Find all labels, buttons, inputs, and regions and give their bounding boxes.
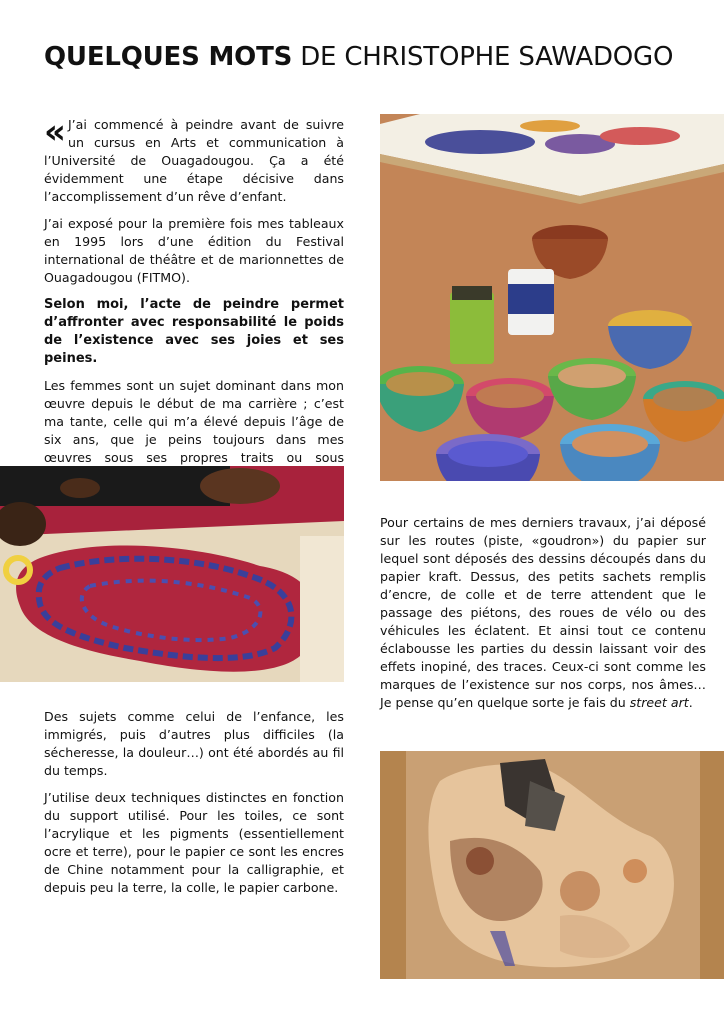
intro-highlight: Selon moi, l’acte de peindre permet d’affronter avec responsabilité le poids de l’existence avec ses joies et ses peines. bbox=[44, 297, 344, 366]
intro-paragraph-4: Les femmes sont un sujet dominant dans mon œuvre depuis le début de ma carrière ; c’est ma tante, celle qui m’a élevé depuis l’âge de six ans, que je peins toujours dans mes œuvres sous ses propres traits ou sous bbox=[44, 378, 344, 465]
photo-kraft-artwork bbox=[380, 751, 724, 979]
intro-paragraph-2: J’ai exposé pour la première fois mes tableaux en 1995 lors d’une édition du Festival international de théâtre et de marionnettes de Ouagadougou (FITMO). bbox=[44, 216, 344, 285]
subjects-paragraph: Des sujets comme celui de l’enfance, les immigrés, puis d’autres plus difficiles (la sécheresse, la douleur…) ont été abordés au fil du temps. bbox=[44, 709, 344, 778]
intro-text bbox=[44, 112, 344, 494]
techniques-text bbox=[44, 708, 344, 906]
title-rest: DE CHRISTOPHE SAWADOGO bbox=[292, 42, 674, 72]
techniques-paragraph: J’utilise deux techniques distinctes en fonction du support utilisé. Pour les toiles, ce sont l’acrylique et les pigments (essentiellement ocre et terre), pour le papier ce sont les encres de Chine notamment pour la calligraphie, et depuis peu la terre, la colle, le papier carbone. bbox=[44, 790, 344, 895]
street-art-emphasis: street art bbox=[629, 695, 689, 710]
intro-paragraph-1: « J’ai commencé à peindre avant de suivre un cursus en Arts et communication à l’Université de Ouagadougou. Ça a été évidemment une étape décisive dans l’accomplissement d’un rêve d’enfant. bbox=[44, 112, 344, 204]
photo-canvas-painting bbox=[0, 466, 344, 682]
street-art-text bbox=[380, 514, 706, 721]
street-art-paragraph: Pour certains de mes derniers travaux, j’ai déposé sur les routes (piste, «goudron») du papier sur lequel sont déposés des dessins découpés dans du papier kraft. Dessus, des petits sachets remplis d’encre, de colle et de terre attendent que le passage des piétons, des roues de vélo ou des véhicules les éclatent. Et ainsi tout ce contenu éclabousse les parties du dessin laissant voir des effets inopiné, des traces. Ceux-ci sont comme les marques de l’existence sur nos corps, nos âmes… Je pense qu’en quelque sorte je fais du street art. bbox=[380, 515, 706, 710]
title-bold: QUELQUES MOTS bbox=[44, 42, 293, 72]
page-title bbox=[44, 40, 704, 74]
photo-paint-bowls bbox=[380, 114, 724, 481]
quote-mark: « bbox=[44, 112, 60, 152]
